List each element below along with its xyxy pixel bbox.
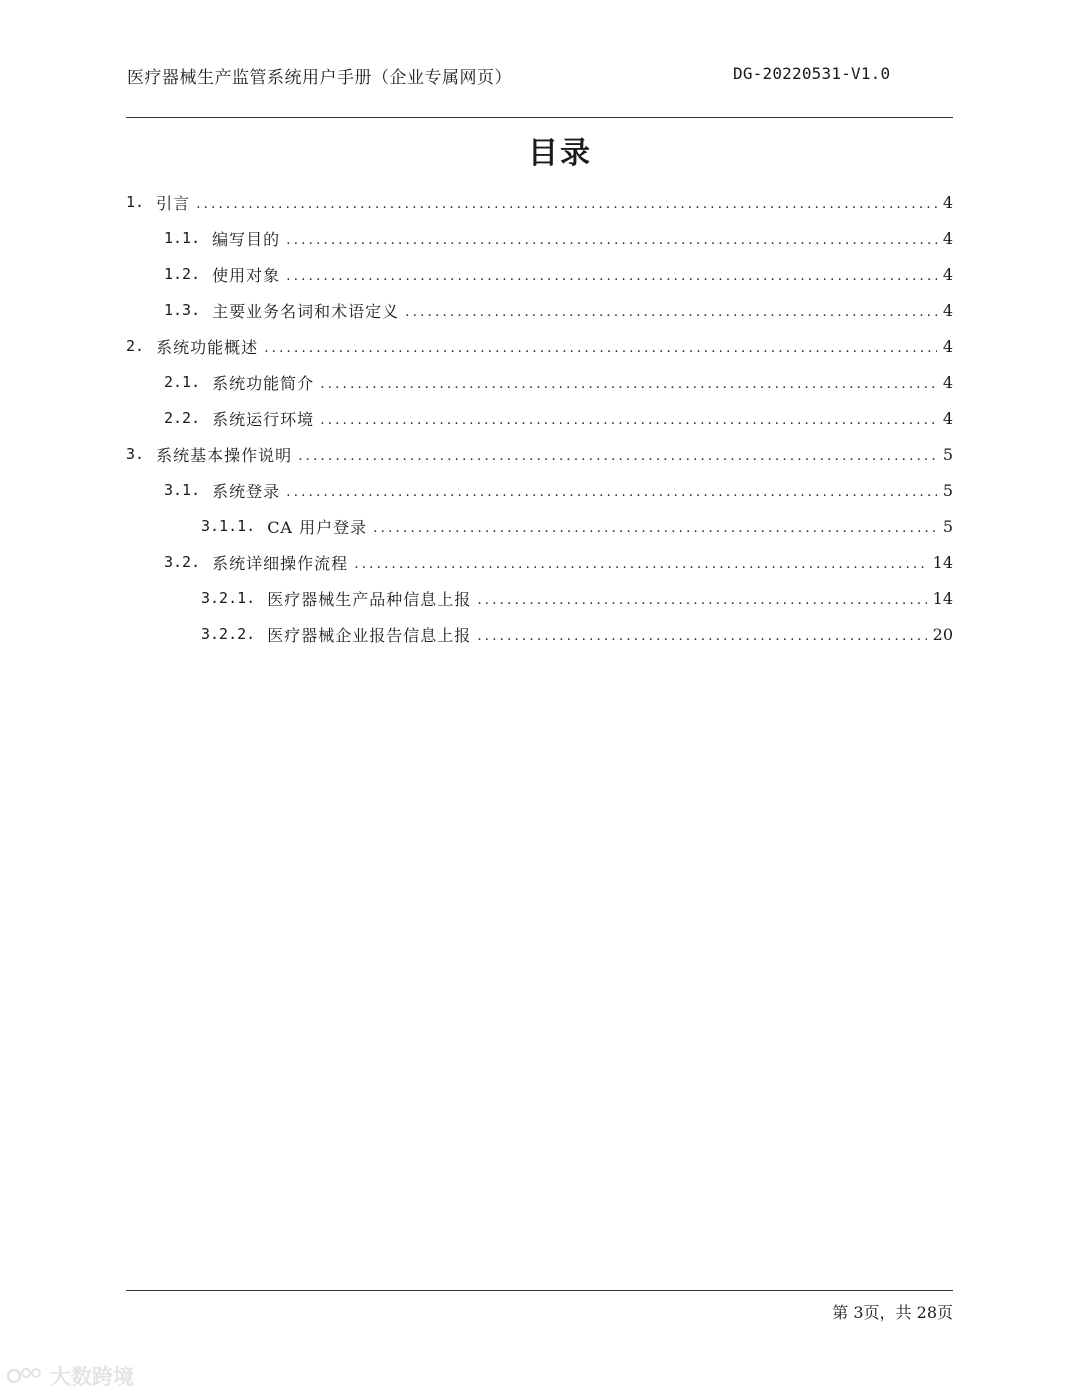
- toc-entry[interactable]: [126, 184, 953, 220]
- toc-entry-page: 14: [932, 588, 953, 608]
- toc-leader-dots: [405, 304, 937, 320]
- toc-entry[interactable]: [126, 292, 953, 328]
- toc-entry-number: 3.2.: [164, 553, 201, 571]
- toc-entry[interactable]: [126, 400, 953, 436]
- toc-leader-dots: [373, 520, 937, 536]
- toc-entry[interactable]: [126, 256, 953, 292]
- toc-heading: 目录: [528, 136, 592, 171]
- toc-entry-number: 1.3.: [164, 301, 201, 319]
- toc-leader-dots: [298, 448, 937, 464]
- toc-entry-title: 系统基本操作说明: [156, 445, 293, 465]
- toc-entry-number: 3.1.1.: [201, 517, 256, 535]
- toc-entry-number: 3.2.1.: [201, 589, 256, 607]
- toc-entry-number: 2.2.: [164, 409, 201, 427]
- toc-entry-title: 系统详细操作流程: [212, 553, 349, 573]
- toc-entry-number: 1.1.: [164, 229, 201, 247]
- document-id: DG-20220531-V1.0: [733, 64, 891, 83]
- toc-leader-dots: [264, 340, 937, 356]
- toc-entry-page: 4: [942, 408, 953, 428]
- footer-rule: [126, 1290, 953, 1291]
- toc-entry-page: 5: [942, 516, 953, 536]
- watermark: [6, 1361, 134, 1391]
- toc-entry-page: 4: [942, 192, 953, 212]
- toc-entry-page: 5: [942, 480, 953, 500]
- toc-entry-title: 引言: [156, 193, 191, 213]
- toc-entry[interactable]: [126, 508, 953, 544]
- toc-entry-number: 1.2.: [164, 265, 201, 283]
- toc-entry[interactable]: [126, 544, 953, 580]
- document-header-title: 医疗器械生产监管系统用户手册（企业专属网页）: [127, 68, 512, 88]
- toc-leader-dots: [286, 232, 937, 248]
- toc-leader-dots: [354, 556, 927, 572]
- toc-entry-page: 4: [942, 300, 953, 320]
- toc-entry-number: 1.: [126, 193, 145, 211]
- watermark-logo-icon: [6, 1364, 46, 1388]
- toc-leader-dots: [286, 268, 937, 284]
- toc-leader-dots: [286, 484, 937, 500]
- toc-leader-dots: [320, 412, 937, 428]
- toc-entry-title: 主要业务名词和术语定义: [212, 301, 400, 321]
- toc-entry[interactable]: [126, 328, 953, 364]
- toc-entry-title: 系统功能概述: [156, 337, 259, 357]
- toc-leader-dots: [196, 196, 937, 212]
- toc-entry[interactable]: [126, 616, 953, 652]
- toc-entry-title: 使用对象: [212, 265, 281, 285]
- toc-entry[interactable]: [126, 436, 953, 472]
- toc-entry-page: 14: [932, 552, 953, 572]
- toc-entry-number: 2.: [126, 337, 145, 355]
- toc-entry-title: 医疗器械生产品种信息上报: [267, 589, 472, 609]
- header-rule: [126, 117, 953, 118]
- toc-entry-title: 系统登录: [212, 481, 281, 501]
- toc-leader-dots: [320, 376, 937, 392]
- toc-entry-page: 4: [942, 372, 953, 392]
- toc-entry-title: 编写目的: [212, 229, 281, 249]
- toc-entry-number: 3.: [126, 445, 145, 463]
- table-of-contents: [126, 184, 953, 652]
- footer-page-info: 第 3页，共 28页: [832, 1303, 953, 1322]
- toc-entry-title: 医疗器械企业报告信息上报: [267, 625, 472, 645]
- toc-entry-title: CA 用户登录: [267, 517, 368, 537]
- toc-entry-page: 20: [932, 624, 953, 644]
- toc-entry[interactable]: [126, 220, 953, 256]
- toc-entry[interactable]: [126, 364, 953, 400]
- watermark-text: 大数跨境: [50, 1365, 134, 1389]
- toc-leader-dots: [477, 592, 926, 608]
- toc-entry-number: 3.1.: [164, 481, 201, 499]
- toc-entry-page: 4: [942, 336, 953, 356]
- toc-entry-title: 系统功能简介: [212, 373, 315, 393]
- toc-entry-page: 4: [942, 228, 953, 248]
- toc-entry-title: 系统运行环境: [212, 409, 315, 429]
- toc-leader-dots: [477, 628, 926, 644]
- toc-entry-page: 4: [942, 264, 953, 284]
- toc-entry-page: 5: [942, 444, 953, 464]
- toc-entry-number: 3.2.2.: [201, 625, 256, 643]
- toc-entry[interactable]: [126, 580, 953, 616]
- toc-entry[interactable]: [126, 472, 953, 508]
- toc-entry-number: 2.1.: [164, 373, 201, 391]
